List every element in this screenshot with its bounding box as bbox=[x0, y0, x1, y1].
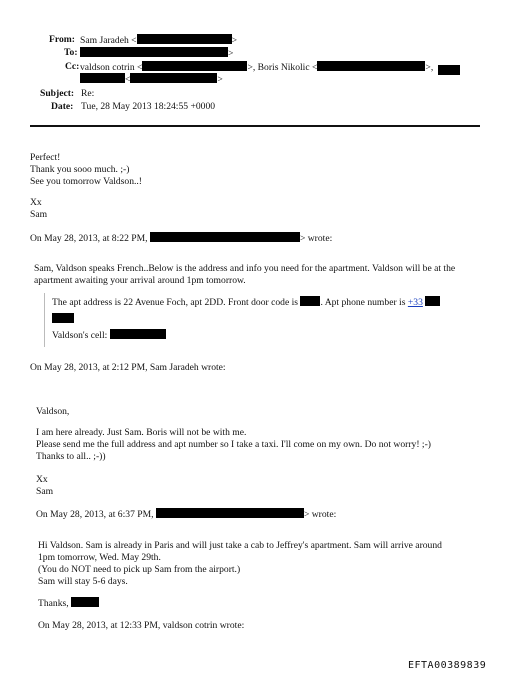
attribution-text: On May 28, 2013, at 6:37 PM, bbox=[36, 509, 154, 520]
msg3-line: Thanks to all.. ;-)) bbox=[36, 451, 106, 462]
cell-line bbox=[52, 329, 166, 342]
redaction-box bbox=[110, 329, 166, 339]
attribution-4: On May 28, 2013, at 12:33 PM, valdson cotrin wrote: bbox=[38, 620, 245, 631]
attribution-text: > wrote: bbox=[303, 509, 337, 520]
from-label: From: bbox=[49, 34, 75, 45]
to-close: > bbox=[228, 48, 234, 59]
msg4-line: (You do NOT need to pick up Sam from the airport.) bbox=[38, 564, 241, 575]
redaction-box bbox=[300, 296, 320, 306]
quote-bar bbox=[44, 293, 45, 347]
msg3-sign: Sam bbox=[36, 486, 54, 497]
thanks-text: Thanks, bbox=[38, 598, 69, 609]
redaction-box bbox=[150, 232, 300, 242]
apt-text: The apt address is 22 Avenue Foch, apt 2DD. Front door code is bbox=[52, 297, 299, 308]
msg2-line: apartment awaiting your arrival around 1pm tomorrow. bbox=[34, 275, 246, 286]
to-label: To: bbox=[64, 47, 78, 58]
apt-line-2 bbox=[52, 309, 74, 327]
msg3-line: I am here already. Just Sam. Boris will not be with me. bbox=[36, 427, 247, 438]
attribution-text: On May 28, 2013, at 8:22 PM, bbox=[30, 233, 148, 244]
reply1-sign: Xx bbox=[30, 197, 42, 208]
subject-value: Re: bbox=[81, 88, 95, 99]
cc-value: valdson cotrin < bbox=[80, 62, 143, 73]
redaction-box bbox=[71, 597, 99, 607]
msg2-line: Sam, Valdson speaks French..Below is the address and info you need for the apartment. Valdson will be at the bbox=[34, 263, 456, 274]
header-divider bbox=[30, 125, 480, 127]
attribution-2: On May 28, 2013, at 2:12 PM, Sam Jaradeh wrote: bbox=[30, 362, 226, 373]
cc-extra-row bbox=[438, 61, 460, 79]
from-value: Sam Jaradeh < bbox=[80, 35, 137, 46]
redaction-box bbox=[52, 313, 74, 323]
redaction-box bbox=[142, 61, 247, 71]
subject-label: Subject: bbox=[40, 88, 75, 99]
msg4-line: Hi Valdson. Sam is already in Paris and will just take a cab to Jeffrey's apartment. Sam will arrive around bbox=[38, 540, 442, 551]
cc-label: Cc: bbox=[65, 61, 80, 72]
redaction-box bbox=[438, 65, 460, 75]
msg3-line: Please send me the full address and apt number so I take a taxi. I'll come on my own. Do not worry! ;-) bbox=[36, 439, 431, 450]
cell-label: Valdson's cell: bbox=[52, 330, 108, 341]
reply1-line: Perfect! bbox=[30, 152, 61, 163]
redaction-box bbox=[130, 73, 217, 83]
redaction-box bbox=[425, 296, 440, 306]
cc-open: < bbox=[125, 74, 131, 85]
redaction-box bbox=[137, 34, 232, 44]
apt-text: . Apt phone number is bbox=[320, 297, 406, 308]
reply1-sign: Sam bbox=[30, 209, 48, 220]
phone-link[interactable]: +33 bbox=[407, 297, 423, 308]
reply1-line: Thank you sooo much. ;-) bbox=[30, 164, 130, 175]
cc-value2: >, Boris Nikolic < bbox=[247, 62, 318, 73]
msg4-line: 1pm tomorrow, Wed. May 29th. bbox=[38, 552, 161, 563]
msg3-greeting: Valdson, bbox=[36, 406, 70, 417]
msg3-sign: Xx bbox=[36, 474, 48, 485]
redaction-box bbox=[80, 73, 125, 83]
attribution-text: > wrote: bbox=[299, 233, 333, 244]
reply1-line: See you tomorrow Valdson..! bbox=[30, 176, 143, 187]
attribution-3 bbox=[36, 508, 336, 521]
date-label: Date: bbox=[51, 101, 74, 112]
cc-row-2 bbox=[80, 73, 223, 86]
date-value: Tue, 28 May 2013 18:24:55 +0000 bbox=[81, 101, 216, 112]
redaction-box bbox=[317, 61, 425, 71]
from-close: > bbox=[231, 35, 237, 46]
to-row bbox=[80, 47, 233, 60]
bates-number: EFTA00389839 bbox=[408, 660, 487, 671]
attribution-1 bbox=[30, 232, 332, 245]
msg4-line: Sam will stay 5-6 days. bbox=[38, 576, 128, 587]
apt-line bbox=[52, 296, 440, 309]
cc-close: >, bbox=[425, 62, 434, 73]
redaction-box bbox=[80, 47, 228, 57]
thanks-line bbox=[38, 597, 99, 610]
redaction-box bbox=[156, 508, 304, 518]
cc-close-2: > bbox=[217, 74, 223, 85]
from-row bbox=[80, 34, 237, 47]
